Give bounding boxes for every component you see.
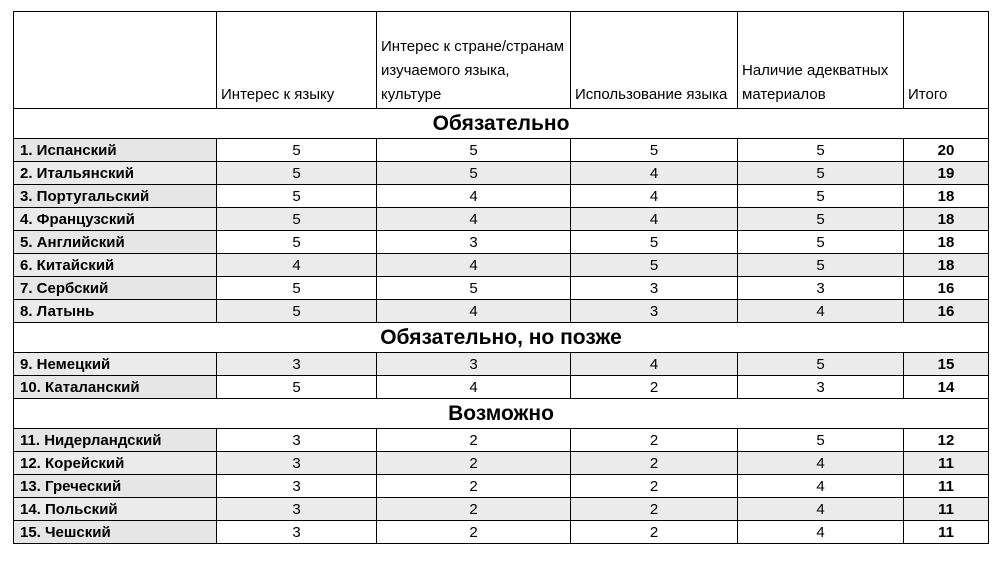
materials-cell: 5	[738, 208, 904, 231]
total-cell: 11	[904, 521, 989, 544]
language-name-cell: 3. Португальский	[14, 185, 217, 208]
interest-language-cell: 3	[217, 475, 377, 498]
header-materials: Наличие адекватных материалов	[738, 12, 904, 109]
section-title: Обязательно, но позже	[14, 323, 989, 353]
header-language-usage: Использование языка	[571, 12, 738, 109]
language-usage-cell: 3	[571, 277, 738, 300]
table-row	[14, 429, 989, 452]
language-name-cell: 10. Каталанский	[14, 376, 217, 399]
materials-cell: 5	[738, 254, 904, 277]
language-name-cell: 8. Латынь	[14, 300, 217, 323]
materials-cell: 4	[738, 498, 904, 521]
language-usage-cell: 4	[571, 185, 738, 208]
total-cell: 16	[904, 300, 989, 323]
table-row	[14, 498, 989, 521]
language-usage-cell: 5	[571, 231, 738, 254]
materials-cell: 5	[738, 429, 904, 452]
language-name-cell: 2. Итальянский	[14, 162, 217, 185]
language-usage-cell: 2	[571, 521, 738, 544]
total-cell: 16	[904, 277, 989, 300]
table-row	[14, 277, 989, 300]
header-corner	[14, 12, 217, 109]
interest-culture-cell: 4	[377, 185, 571, 208]
interest-culture-cell: 4	[377, 254, 571, 277]
interest-language-cell: 4	[217, 254, 377, 277]
total-cell: 18	[904, 208, 989, 231]
interest-language-cell: 5	[217, 208, 377, 231]
total-cell: 11	[904, 452, 989, 475]
table-row	[14, 254, 989, 277]
total-cell: 11	[904, 498, 989, 521]
interest-language-cell: 3	[217, 498, 377, 521]
table-row	[14, 353, 989, 376]
total-cell: 19	[904, 162, 989, 185]
materials-cell: 4	[738, 452, 904, 475]
total-cell: 14	[904, 376, 989, 399]
language-usage-cell: 2	[571, 376, 738, 399]
header-interest-culture: Интерес к стране/странам изучаемого языка, культуре	[377, 12, 571, 109]
materials-cell: 5	[738, 231, 904, 254]
language-name-cell: 12. Корейский	[14, 452, 217, 475]
language-name-cell: 4. Французский	[14, 208, 217, 231]
section-title: Возможно	[14, 399, 989, 429]
interest-culture-cell: 4	[377, 300, 571, 323]
interest-culture-cell: 3	[377, 231, 571, 254]
interest-culture-cell: 4	[377, 208, 571, 231]
interest-language-cell: 5	[217, 139, 377, 162]
table-row	[14, 376, 989, 399]
interest-language-cell: 3	[217, 521, 377, 544]
interest-language-cell: 5	[217, 376, 377, 399]
total-cell: 18	[904, 185, 989, 208]
total-cell: 15	[904, 353, 989, 376]
section-row	[14, 109, 989, 139]
language-ranking-table	[13, 11, 989, 544]
materials-cell: 5	[738, 353, 904, 376]
materials-cell: 5	[738, 162, 904, 185]
interest-language-cell: 5	[217, 300, 377, 323]
language-name-cell: 9. Немецкий	[14, 353, 217, 376]
header-total: Итого	[904, 12, 989, 109]
section-title: Обязательно	[14, 109, 989, 139]
total-cell: 20	[904, 139, 989, 162]
header-interest-language: Интерес к языку	[217, 12, 377, 109]
language-usage-cell: 4	[571, 162, 738, 185]
language-usage-cell: 4	[571, 353, 738, 376]
table-row	[14, 300, 989, 323]
section-row	[14, 399, 989, 429]
table-row	[14, 475, 989, 498]
table-row	[14, 185, 989, 208]
interest-language-cell: 3	[217, 429, 377, 452]
language-usage-cell: 4	[571, 208, 738, 231]
interest-language-cell: 3	[217, 353, 377, 376]
table-row	[14, 521, 989, 544]
language-name-cell: 7. Сербский	[14, 277, 217, 300]
table-row	[14, 231, 989, 254]
language-usage-cell: 2	[571, 429, 738, 452]
total-cell: 18	[904, 231, 989, 254]
materials-cell: 3	[738, 376, 904, 399]
interest-culture-cell: 5	[377, 162, 571, 185]
language-name-cell: 6. Китайский	[14, 254, 217, 277]
table-row	[14, 139, 989, 162]
language-name-cell: 1. Испанский	[14, 139, 217, 162]
total-cell: 18	[904, 254, 989, 277]
interest-culture-cell: 2	[377, 452, 571, 475]
interest-culture-cell: 3	[377, 353, 571, 376]
materials-cell: 5	[738, 139, 904, 162]
language-usage-cell: 2	[571, 475, 738, 498]
header-row	[14, 12, 989, 109]
materials-cell: 5	[738, 185, 904, 208]
language-usage-cell: 2	[571, 452, 738, 475]
section-row	[14, 323, 989, 353]
interest-language-cell: 5	[217, 162, 377, 185]
language-usage-cell: 3	[571, 300, 738, 323]
language-usage-cell: 5	[571, 254, 738, 277]
materials-cell: 4	[738, 521, 904, 544]
materials-cell: 3	[738, 277, 904, 300]
language-usage-cell: 2	[571, 498, 738, 521]
interest-language-cell: 5	[217, 277, 377, 300]
interest-culture-cell: 2	[377, 475, 571, 498]
interest-culture-cell: 2	[377, 498, 571, 521]
interest-language-cell: 3	[217, 452, 377, 475]
interest-culture-cell: 2	[377, 429, 571, 452]
table-row	[14, 162, 989, 185]
language-name-cell: 14. Польский	[14, 498, 217, 521]
table-row	[14, 452, 989, 475]
materials-cell: 4	[738, 475, 904, 498]
interest-language-cell: 5	[217, 231, 377, 254]
interest-language-cell: 5	[217, 185, 377, 208]
table-row	[14, 208, 989, 231]
language-name-cell: 5. Английский	[14, 231, 217, 254]
interest-culture-cell: 5	[377, 277, 571, 300]
interest-culture-cell: 5	[377, 139, 571, 162]
interest-culture-cell: 2	[377, 521, 571, 544]
language-name-cell: 13. Греческий	[14, 475, 217, 498]
language-name-cell: 15. Чешский	[14, 521, 217, 544]
interest-culture-cell: 4	[377, 376, 571, 399]
total-cell: 12	[904, 429, 989, 452]
language-usage-cell: 5	[571, 139, 738, 162]
total-cell: 11	[904, 475, 989, 498]
language-name-cell: 11. Нидерландский	[14, 429, 217, 452]
materials-cell: 4	[738, 300, 904, 323]
